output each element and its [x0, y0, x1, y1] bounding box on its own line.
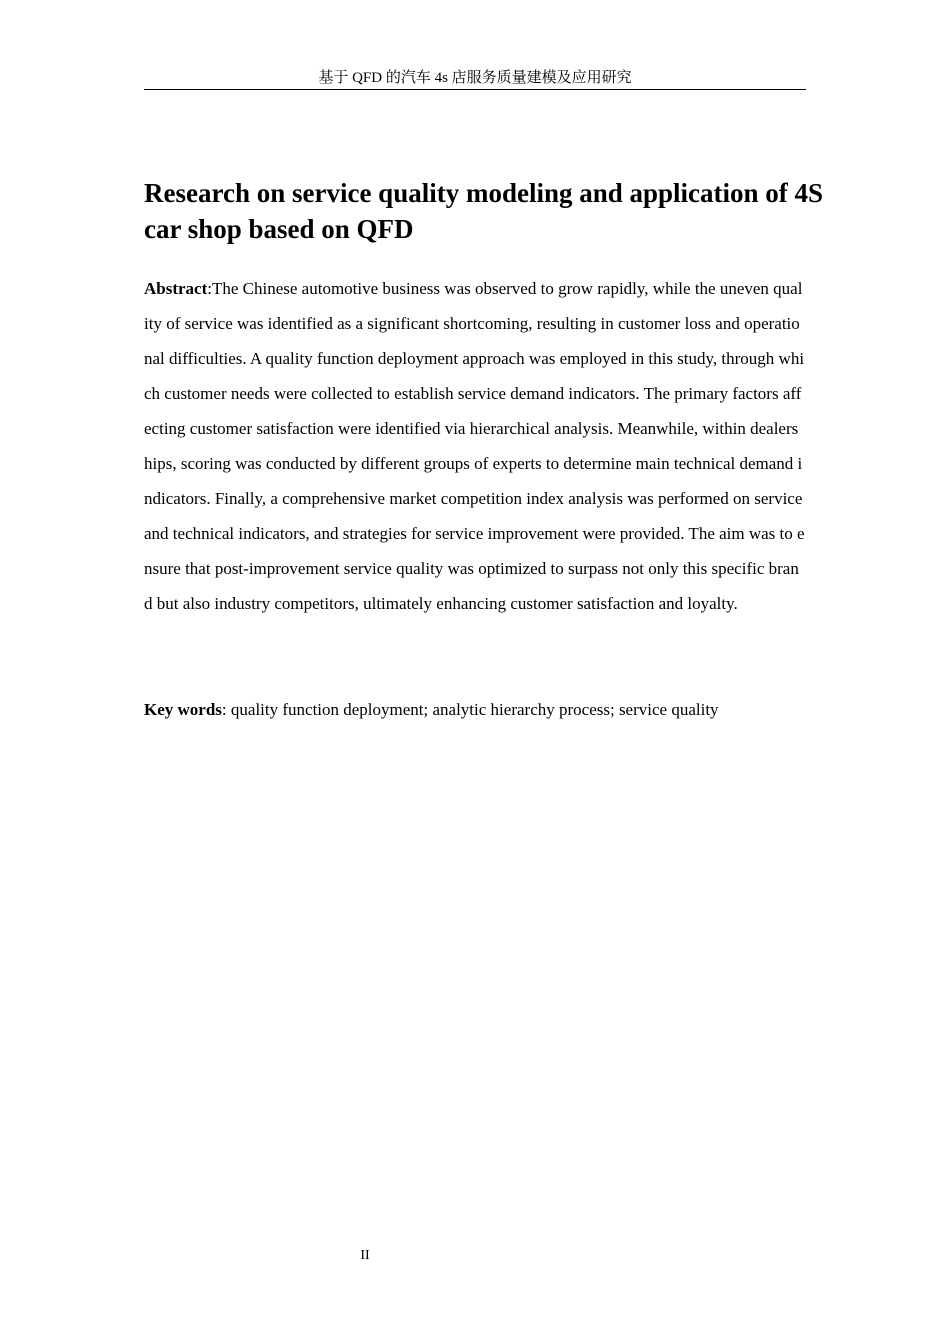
page-number: II: [360, 1248, 370, 1263]
running-header: 基于 QFD 的汽车 4s 店服务质量建模及应用研究: [144, 68, 806, 90]
abstract-label: Abstract: [144, 279, 208, 298]
abstract-text: :The Chinese automotive business was observed to grow rapidly, while the uneven quality of service was identified as a significant shortcoming, resulting in customer loss and operational difficulties. A quality function deployment approach was employed in this study, through which customer needs were collected to establish service demand indicators. The primary factors affecting customer satisfaction were identified via hierarchical analysis. Meanwhile, within dealerships, scoring was conducted by different groups of experts to determine main technical demand indicators. Finally, a comprehensive market competition index analysis was performed on service and technical indicators, and strategies for service improvement were provided. The aim was to ensure that post-improvement service quality was optimized to surpass not only this specific brand but also industry competitors, ultimately enhancing customer satisfaction and loyalty.: [144, 279, 805, 613]
keywords-label: Key words: [144, 700, 222, 719]
keywords-paragraph: [144, 692, 806, 727]
keywords-text: : quality function deployment; analytic hierarchy process; service quality: [221, 700, 719, 719]
abstract-paragraph: [144, 271, 806, 621]
paper-title: Research on service quality modeling and application of 4S car shop based on QFD: [144, 178, 824, 244]
